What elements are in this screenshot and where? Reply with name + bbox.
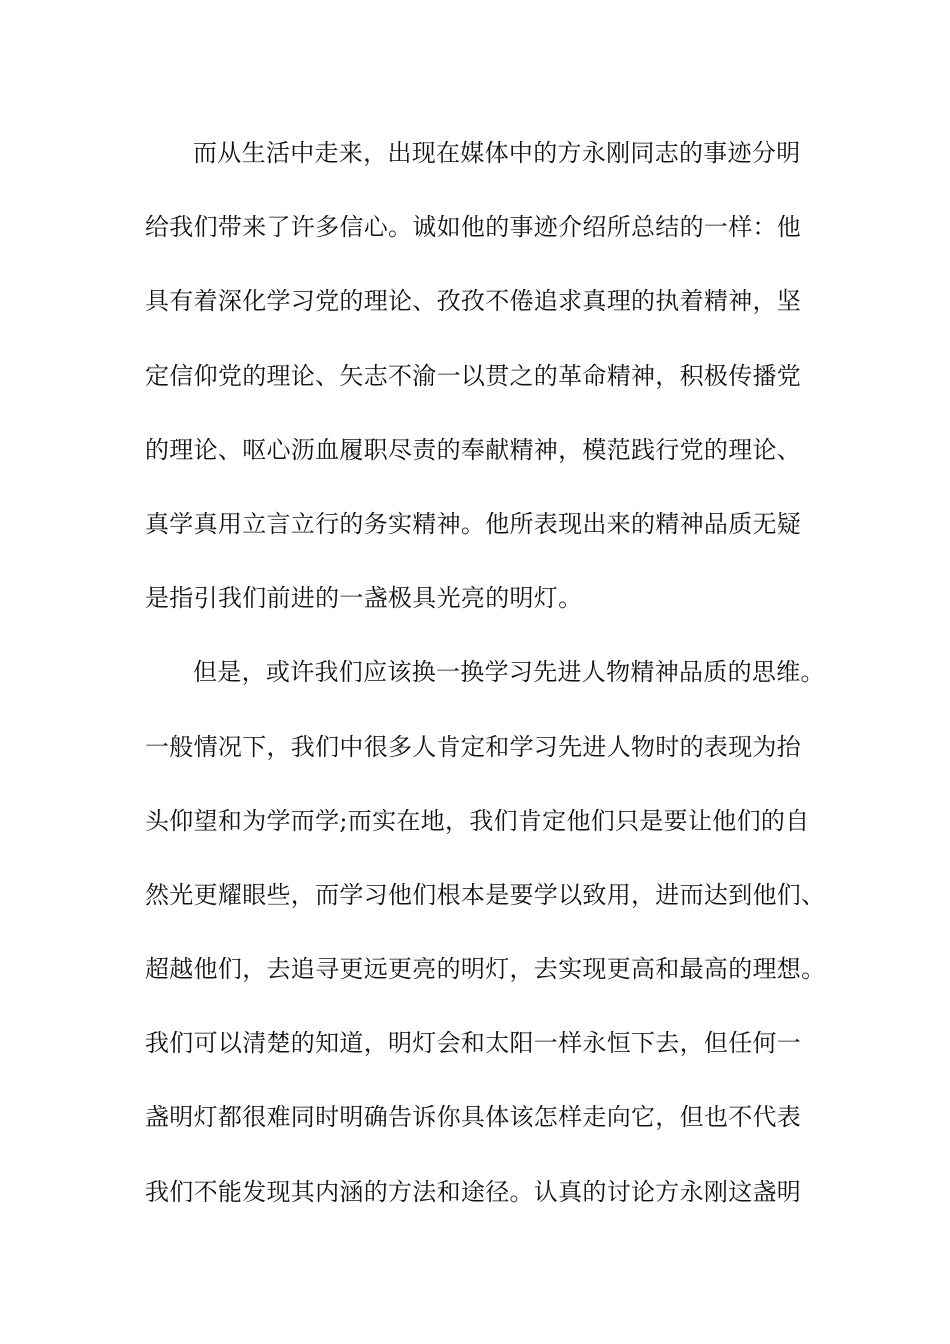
text-line: 我们可以清楚的知道，明灯会和太阳一样永恒下去，但任何一 [145,1029,802,1058]
text-line: 是指引我们前进的一盏极具光亮的明灯。 [145,584,583,613]
body-text [145,131,825,1244]
text-line: 一般情况下，我们中很多人肯定和学习先进人物时的表现为抬 [145,732,802,761]
text-line: 真学真用立言立行的务实精神。他所表现出来的精神品质无疑 [145,509,802,538]
text-line: 头仰望和为学而学;而实在地，我们肯定他们只是要让他们的自 [145,806,810,835]
text-line: 我们不能发现其内涵的方法和途径。认真的讨论方永刚这盏明 [145,1177,802,1206]
text-line: 但是，或许我们应该换一换学习先进人物精神品质的思维。 [193,658,825,687]
text-line: 给我们带来了许多信心。诚如他的事迹介绍所总结的一样：他 [145,213,802,242]
text-line: 具有着深化学习党的理论、孜孜不倦追求真理的执着精神，坚 [145,287,802,316]
text-line: 的理论、呕心沥血履职尽责的奉献精神，模范践行党的理论、 [145,435,802,464]
text-line: 超越他们，去追寻更远更亮的明灯，去实现更高和最高的理想。 [145,955,826,984]
text-line: 盏明灯都很难同时明确告诉你具体该怎样走向它，但也不代表 [145,1103,802,1132]
text-line: 定信仰党的理论、矢志不渝一以贯之的革命精神，积极传播党 [145,361,802,390]
text-line: 而从生活中走来，出现在媒体中的方永刚同志的事迹分明 [193,139,801,167]
text-line: 然光更耀眼些，而学习他们根本是要学以致用，进而达到他们、 [145,880,826,909]
